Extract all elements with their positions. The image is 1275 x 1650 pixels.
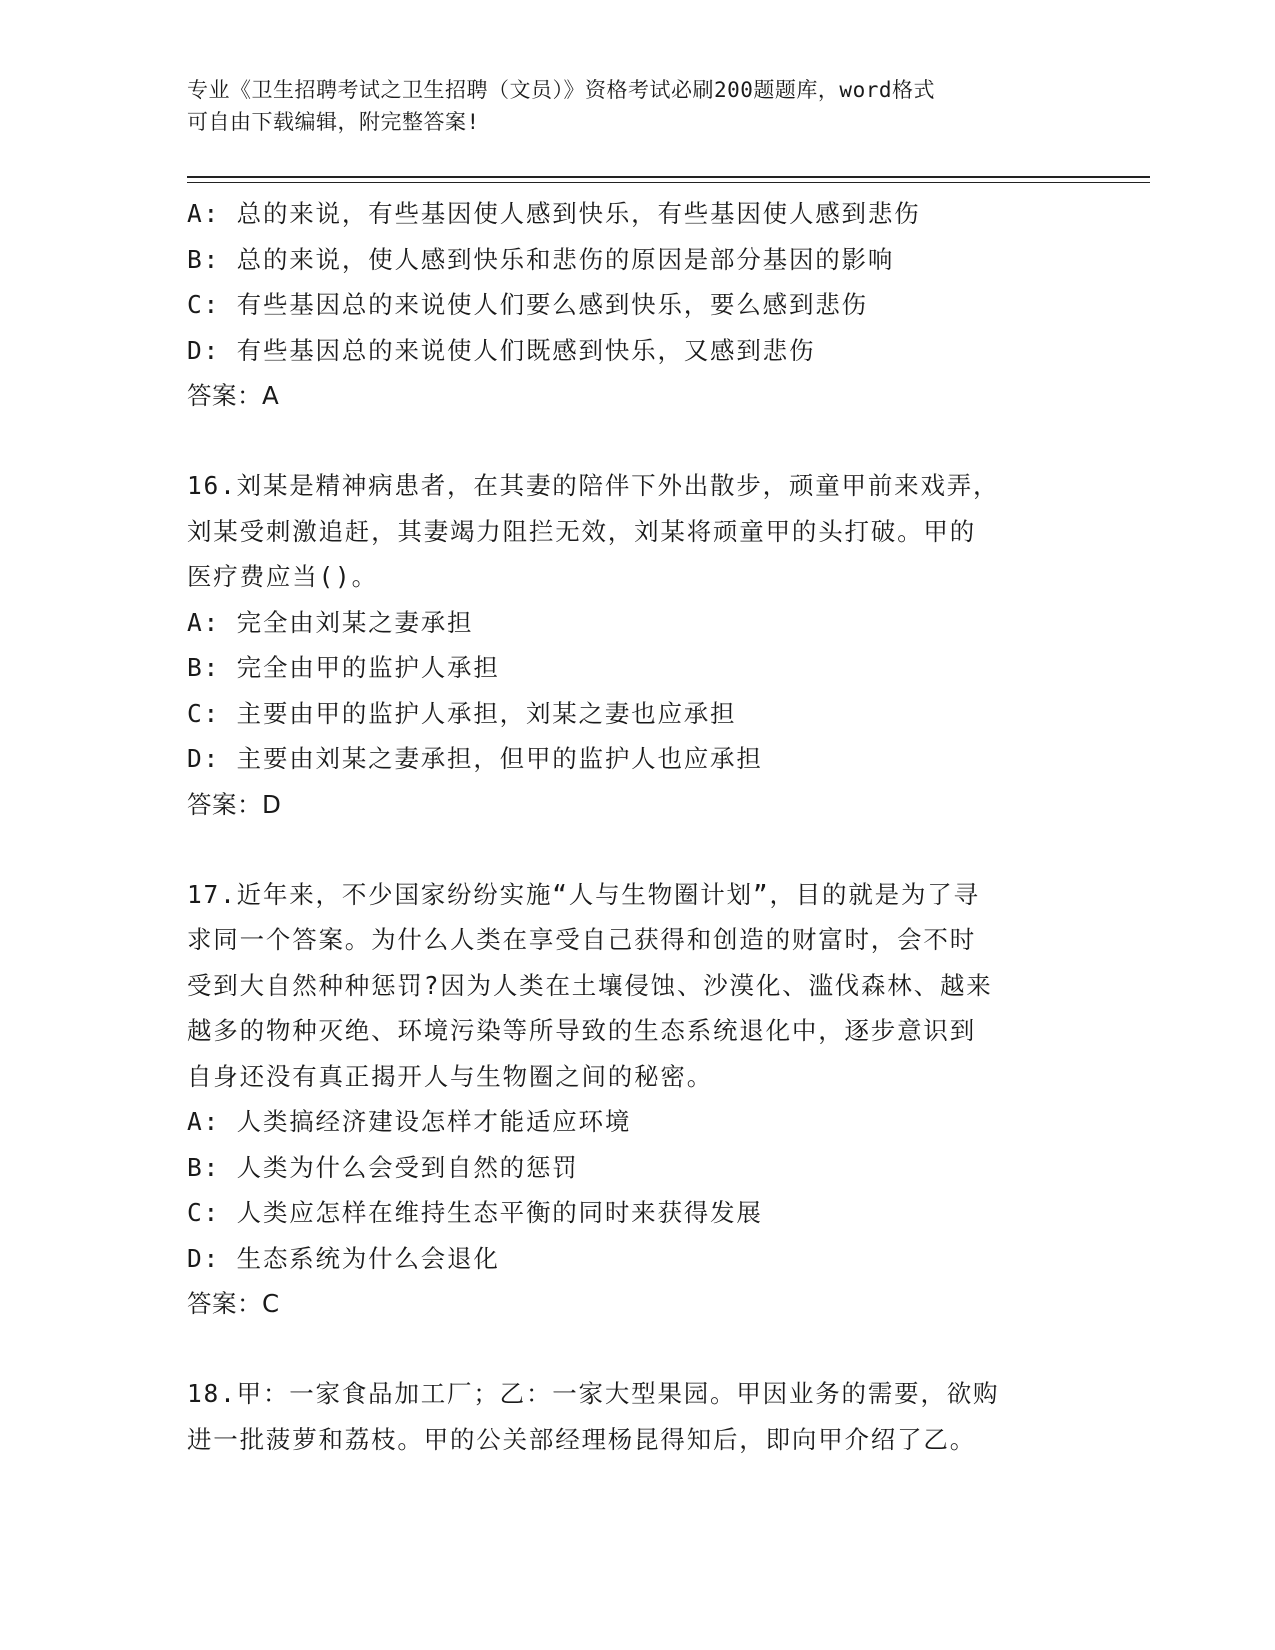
stem-line: 刘某受刺激追赶，其妻竭力阻拦无效，刘某将顽童甲的头打破。甲的 [187,516,976,546]
answer: 答案：C [187,1289,280,1318]
question-16 [187,463,1087,828]
stem-line: 17.近年来，不少国家纷纷实施“人与生物圈计划”，目的就是为了寻 [187,879,980,909]
question-stem [187,872,1087,1100]
option-a: A: 总的来说，有些基因使人感到快乐，有些基因使人感到悲伤 [187,199,921,228]
option-b: B: 完全由甲的监护人承担 [187,653,500,682]
answer: 答案：A [187,381,280,410]
spacer [187,419,1087,463]
question-list [187,191,1087,1462]
stem-line: 进一批菠萝和荔枝。甲的公关部经理杨昆得知后，即向甲介绍了乙。 [187,1424,976,1454]
header-line-2: 可自由下载编辑，附完整答案! [187,110,480,134]
option-d: D: 有些基因总的来说使人们既感到快乐，又感到悲伤 [187,335,816,365]
option-d: D: 主要由刘某之妻承担，但甲的监护人也应承担 [187,744,763,773]
option-c: C: 有些基因总的来说使人们要么感到快乐，要么感到悲伤 [187,290,868,319]
question-stem [187,1371,1087,1462]
spacer [187,1327,1087,1371]
header-line-1: 专业《卫生招聘考试之卫生招聘（文员）》资格考试必刷200题题库，word格式 [187,78,935,102]
header-divider-thin [187,182,1150,183]
document-header [187,74,1087,138]
question-stem [187,463,1087,600]
stem-line: 18.甲：一家食品加工厂；乙：一家大型果园。甲因业务的需要，欲购 [187,1379,1000,1408]
header-divider-thick [187,176,1150,178]
option-b: B: 总的来说，使人感到快乐和悲伤的原因是部分基因的影响 [187,244,895,274]
stem-line: 越多的物种灭绝、环境污染等所导致的生态系统退化中，逐步意识到 [187,1016,976,1045]
stem-line: 求同一个答案。为什么人类在享受自己获得和创造的财富时，会不时 [187,925,976,954]
stem-line: 医疗费应当()。 [187,562,378,591]
stem-line: 自身还没有真正揭开人与生物圈之间的秘密。 [187,1061,713,1091]
stem-line: 受到大自然种种惩罚?因为人类在土壤侵蚀、沙漠化、滥伐森林、越来 [187,970,993,1000]
question-18 [187,1371,1087,1462]
answer: 答案：D [187,789,282,819]
question-15-block [187,191,1087,419]
option-b: B: 人类为什么会受到自然的惩罚 [187,1152,579,1182]
stem-line: 16.刘某是精神病患者，在其妻的陪伴下外出散步，顽童甲前来戏弄， [187,471,1000,500]
option-d: D: 生态系统为什么会退化 [187,1243,500,1273]
option-c: C: 主要由甲的监护人承担，刘某之妻也应承担 [187,698,737,728]
option-a: A: 人类搞经济建设怎样才能适应环境 [187,1107,632,1136]
option-c: C: 人类应怎样在维持生态平衡的同时来获得发展 [187,1198,763,1227]
spacer [187,828,1087,872]
option-a: A: 完全由刘某之妻承担 [187,607,474,637]
question-17 [187,872,1087,1328]
